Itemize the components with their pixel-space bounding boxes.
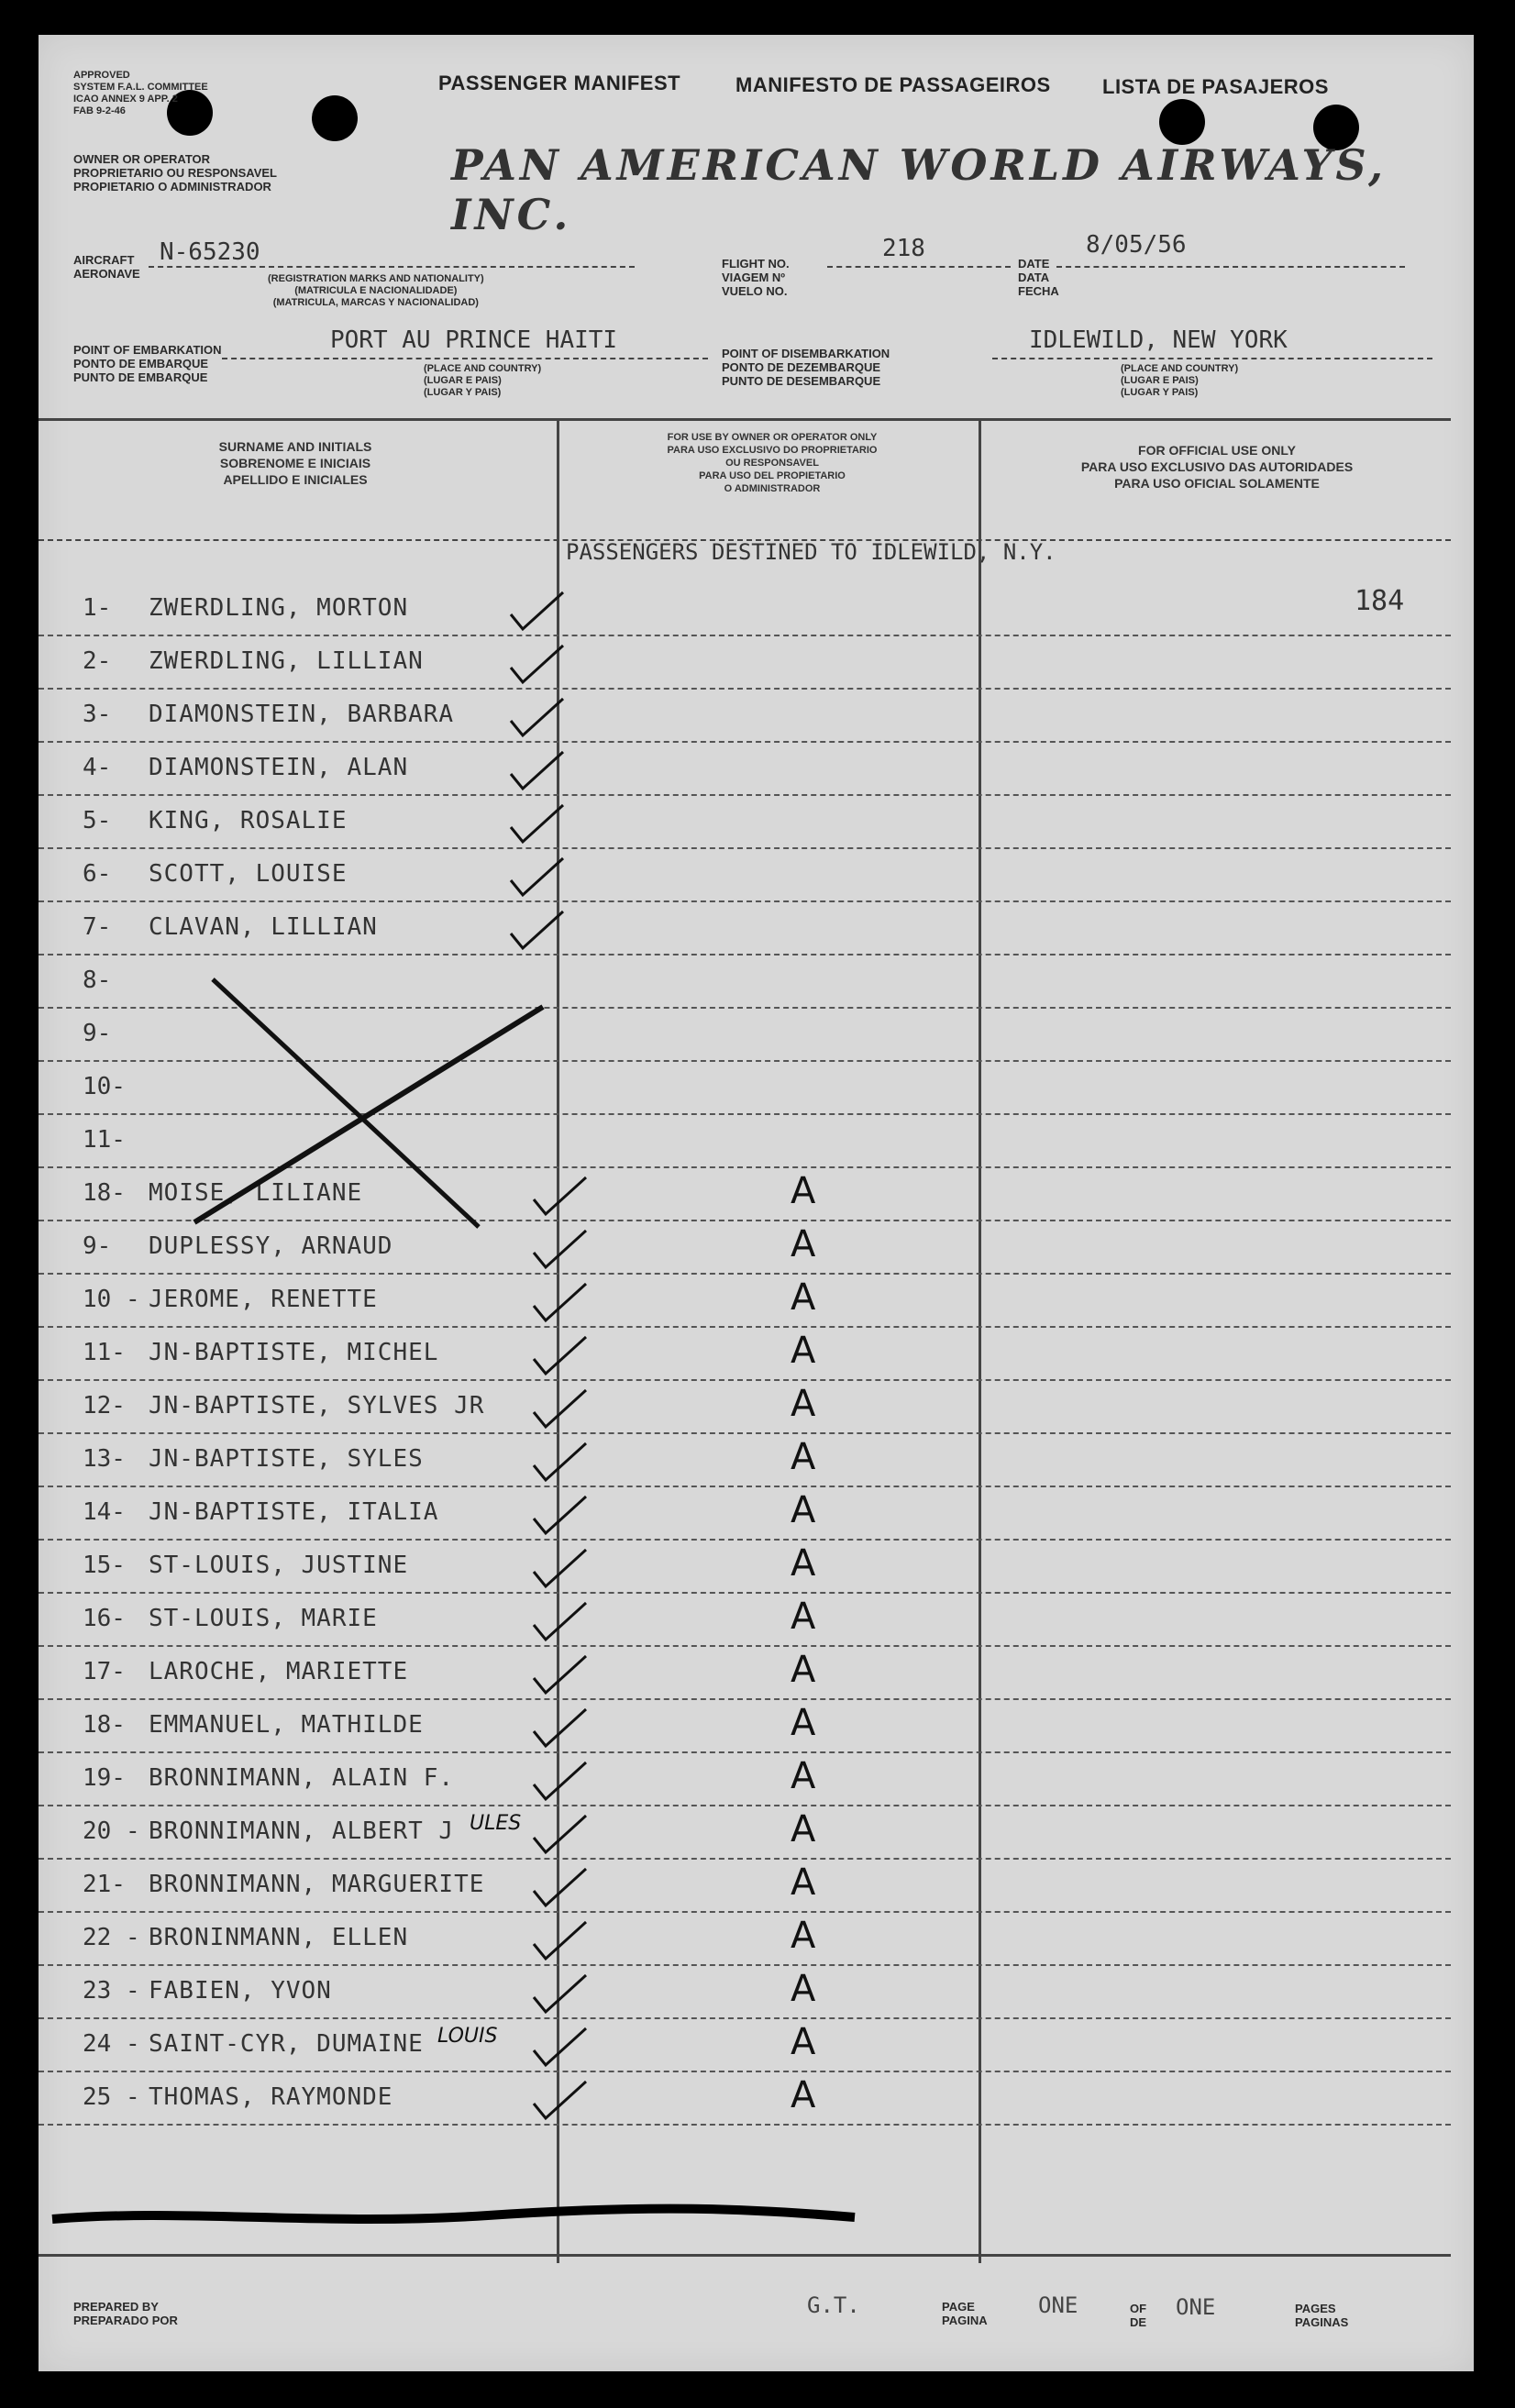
cross-out-mark	[176, 961, 561, 1236]
embark-place-label: (PLACE AND COUNTRY) (LUGAR E PAIS) (LUGAR Y PAIS)	[424, 363, 542, 398]
row-number: 10 -	[83, 1286, 140, 1313]
title-portuguese: MANIFESTO DE PASSAGEIROS	[735, 73, 1051, 96]
table-top-rule	[39, 418, 1451, 421]
passenger-name: JN-BAPTISTE, ITALIA	[149, 1498, 439, 1526]
disembarkation-label: POINT OF DISEMBARKATION PONTO DE DEZEMBARQUE PUNTO DE DESEMBARQUE	[722, 347, 890, 388]
passenger-name: FABIEN, YVON	[149, 1977, 332, 2005]
row-rule	[39, 2124, 1451, 2126]
row-number: 15-	[83, 1552, 126, 1579]
row-number: 17-	[83, 1658, 126, 1685]
date-value: 8/05/56	[1086, 231, 1187, 259]
row-rule	[39, 1592, 1451, 1594]
table-row	[39, 904, 1451, 955]
row-number: 22 -	[83, 1924, 140, 1951]
official-mark: A	[791, 1702, 816, 1744]
manifest-document	[39, 35, 1474, 2371]
page-value: ONE	[1038, 2292, 1078, 2318]
official-mark: A	[791, 2074, 816, 2116]
flight-underline	[827, 266, 1011, 268]
row-rule	[39, 900, 1451, 902]
checkmark-icon	[529, 1386, 593, 1432]
table-row	[39, 1489, 1451, 1541]
checkmark-icon	[506, 589, 570, 635]
table-row	[39, 1755, 1451, 1806]
table-row	[39, 1276, 1451, 1328]
row-rule	[39, 1379, 1451, 1381]
checkmark-icon	[529, 1333, 593, 1379]
disembark-place-label: (PLACE AND COUNTRY) (LUGAR E PAIS) (LUGAR Y PAIS)	[1121, 363, 1239, 398]
row-number: 18-	[83, 1711, 126, 1739]
row-number: 9-	[83, 1232, 112, 1260]
passenger-name: ZWERDLING, LILLIAN	[149, 647, 424, 675]
row-rule	[39, 847, 1451, 849]
passenger-name: BRONNIMANN, MARGUERITE	[149, 1871, 485, 1898]
checkmark-icon	[529, 1918, 593, 1964]
table-row	[39, 1596, 1451, 1647]
row-number: 11-	[83, 1339, 126, 1366]
embarkation-underline	[222, 358, 708, 359]
title-english: PASSENGER MANIFEST	[438, 72, 681, 94]
table-row	[39, 1436, 1451, 1487]
approval-stamp: APPROVED SYSTEM F.A.L. COMMITTEE ICAO ANNEX 9 APP. 2 FAB 9-2-46	[73, 70, 208, 116]
row-number: 3-	[83, 701, 112, 728]
disembarkation-value: IDLEWILD, NEW YORK	[1029, 326, 1288, 354]
punch-hole	[1159, 99, 1205, 145]
owner-label: OWNER OR OPERATOR PROPRIETARIO OU RESPONSAVEL PROPIETARIO O ADMINISTRADOR	[73, 152, 277, 193]
footer-top-rule	[39, 2254, 1451, 2257]
row-rule	[39, 1273, 1451, 1275]
checkmark-icon	[506, 801, 570, 847]
aircraft-value: N-65230	[160, 238, 260, 266]
row-number: 14-	[83, 1498, 126, 1526]
end-of-list-scribble	[48, 2199, 873, 2236]
row-rule	[39, 1805, 1451, 1806]
row-rule	[39, 1432, 1451, 1434]
aircraft-underline	[149, 266, 635, 268]
row-rule	[39, 1964, 1451, 1966]
row-rule	[39, 1698, 1451, 1700]
passenger-name: MOISE, LILIANE	[149, 1179, 363, 1207]
official-mark: A	[791, 1915, 816, 1957]
official-mark: A	[791, 1968, 816, 2010]
airline-name: PAN AMERICAN WORLD AIRWAYS, INC.	[451, 140, 1387, 239]
row-rule	[39, 688, 1451, 690]
table-row	[39, 691, 1451, 743]
official-mark: A	[791, 1542, 816, 1585]
passenger-name: JN-BAPTISTE, SYLES	[149, 1445, 424, 1473]
passenger-name: KING, ROSALIE	[149, 807, 348, 834]
passenger-name: ZWERDLING, MORTON	[149, 594, 409, 622]
table-row	[39, 1808, 1451, 1860]
embarkation-label: POINT OF EMBARKATION PONTO DE EMBARQUE PUNTO DE EMBARQUE	[73, 343, 222, 384]
pages-label: PAGES PAGINAS	[1295, 2302, 1349, 2329]
passenger-name: JEROME, RENETTE	[149, 1286, 378, 1313]
table-row	[39, 1861, 1451, 1913]
checkmark-icon	[529, 1706, 593, 1751]
row-number: 6-	[83, 860, 112, 888]
registration-label: (REGISTRATION MARKS AND NATIONALITY) (MATRICULA E NACIONALIDADE) (MATRICULA, MARCAS Y NACIONALIDAD)	[268, 273, 484, 308]
row-rule	[39, 954, 1451, 955]
official-mark: A	[791, 1649, 816, 1691]
page-label: PAGE PAGINA	[942, 2300, 988, 2327]
embarkation-value: PORT AU PRINCE HAITI	[330, 326, 618, 354]
table-row	[39, 2074, 1451, 2126]
checkmark-icon	[529, 1493, 593, 1539]
row-rule	[39, 1539, 1451, 1541]
row-rule	[39, 1911, 1451, 1913]
official-mark: A	[791, 1861, 816, 1904]
of-label: OF DE	[1130, 2302, 1147, 2329]
handwritten-annotation: LOUIS	[437, 2025, 498, 2048]
checkmark-icon	[506, 642, 570, 688]
passenger-name: DUPLESSY, ARNAUD	[149, 1232, 393, 1260]
checkmark-icon	[529, 2078, 593, 2124]
checkmark-icon	[506, 908, 570, 954]
official-count: 184	[1355, 585, 1405, 617]
passenger-name: EMMANUEL, MATHILDE	[149, 1711, 424, 1739]
table-row	[39, 745, 1451, 796]
table-row	[39, 638, 1451, 690]
checkmark-icon	[529, 1440, 593, 1486]
row-number: 12-	[83, 1392, 126, 1419]
checkmark-icon	[529, 1972, 593, 2017]
row-number: 10-	[83, 1073, 126, 1100]
title-spanish: LISTA DE PASAJEROS	[1102, 75, 1329, 98]
official-mark: A	[791, 1276, 816, 1319]
checkmark-icon	[529, 2025, 593, 2071]
official-mark: A	[791, 1436, 816, 1478]
row-number: 25 -	[83, 2083, 140, 2111]
official-mark: A	[791, 1330, 816, 1372]
passenger-name: SCOTT, LOUISE	[149, 860, 348, 888]
passenger-name: BRONNIMANN, ALAIN F.	[149, 1764, 455, 1792]
column-header-surname: SURNAME AND INITIALS SOBRENOME E INICIAIS APELLIDO E INICIALES	[218, 439, 372, 487]
row-number: 11-	[83, 1126, 126, 1154]
passenger-name: CLAVAN, LILLIAN	[149, 913, 378, 941]
passenger-name: DIAMONSTEIN, ALAN	[149, 754, 409, 781]
column-header-owner-use: FOR USE BY OWNER OR OPERATOR ONLY PARA USO EXCLUSIVO DO PROPRIETARIO OU RESPONSAVEL PARA USO DEL PROPIETARIO O ADMINISTRADOR	[667, 432, 878, 494]
checkmark-icon	[506, 695, 570, 741]
row-number: 23 -	[83, 1977, 140, 2005]
passenger-name: DIAMONSTEIN, BARBARA	[149, 701, 455, 728]
official-mark: A	[791, 1223, 816, 1265]
passenger-name: LAROCHE, MARIETTE	[149, 1658, 409, 1685]
row-number: 20 -	[83, 1817, 140, 1845]
row-number: 24 -	[83, 2030, 140, 2058]
checkmark-icon	[529, 1280, 593, 1326]
table-row	[39, 1702, 1451, 1753]
row-number: 4-	[83, 754, 112, 781]
row-number: 5-	[83, 807, 112, 834]
table-row	[39, 1383, 1451, 1434]
table-row	[39, 1649, 1451, 1700]
destination-note: PASSENGERS DESTINED TO IDLEWILD, N.Y.	[566, 539, 1056, 565]
official-mark: A	[791, 1383, 816, 1425]
passenger-name: JN-BAPTISTE, SYLVES JR	[149, 1392, 485, 1419]
table-row	[39, 1915, 1451, 1966]
passenger-name: SAINT-CYR, DUMAINE	[149, 2030, 424, 2058]
passenger-name: JN-BAPTISTE, MICHEL	[149, 1339, 439, 1366]
table-row	[39, 2021, 1451, 2072]
row-number: 21-	[83, 1871, 126, 1898]
row-number: 2-	[83, 647, 112, 675]
row-number: 13-	[83, 1445, 126, 1473]
checkmark-icon	[529, 1599, 593, 1645]
official-mark: A	[791, 1755, 816, 1797]
column-header-official-use: FOR OFFICIAL USE ONLY PARA USO EXCLUSIVO DAS AUTORIDADES PARA USO OFICIAL SOLAMENTE	[1080, 443, 1354, 491]
row-rule	[39, 635, 1451, 636]
row-number: 7-	[83, 913, 112, 941]
official-mark: A	[791, 1170, 816, 1212]
row-number: 1-	[83, 594, 112, 622]
table-row	[39, 1330, 1451, 1381]
row-rule	[39, 794, 1451, 796]
checkmark-icon	[529, 1812, 593, 1858]
prepared-by-label: PREPARED BY PREPARADO POR	[73, 2300, 178, 2327]
checkmark-icon	[529, 1865, 593, 1911]
date-underline	[1056, 266, 1405, 268]
checkmark-icon	[506, 748, 570, 794]
passenger-name: BRONNIMANN, ALBERT J	[149, 1817, 455, 1845]
passenger-name: THOMAS, RAYMONDE	[149, 2083, 393, 2111]
row-rule	[39, 1645, 1451, 1647]
row-number: 9-	[83, 1020, 112, 1047]
row-rule	[39, 1858, 1451, 1860]
handwritten-annotation: ULES	[470, 1812, 522, 1835]
row-rule	[39, 1751, 1451, 1753]
row-rule	[39, 1486, 1451, 1487]
table-row	[39, 851, 1451, 902]
checkmark-icon	[529, 1546, 593, 1592]
disembarkation-underline	[992, 358, 1432, 359]
prepared-by-value: G.T.	[807, 2292, 860, 2318]
table-row	[39, 585, 1451, 636]
checkmark-icon	[529, 1759, 593, 1805]
row-number: 8-	[83, 967, 112, 994]
checkmark-icon	[506, 855, 570, 900]
checkmark-icon	[529, 1652, 593, 1698]
official-mark: A	[791, 2021, 816, 2063]
official-mark: A	[791, 1808, 816, 1850]
row-rule	[39, 2071, 1451, 2072]
row-rule	[39, 2017, 1451, 2019]
table-row	[39, 1542, 1451, 1594]
of-value: ONE	[1176, 2294, 1216, 2320]
row-rule	[39, 1326, 1451, 1328]
row-rule	[39, 741, 1451, 743]
official-mark: A	[791, 1596, 816, 1638]
official-mark: A	[791, 1489, 816, 1531]
date-label: DATE DATA FECHA	[1018, 257, 1059, 298]
flight-value: 218	[882, 235, 925, 262]
flight-label: FLIGHT NO. VIAGEM Nº VUELO NO.	[722, 257, 790, 298]
row-number: 18-	[83, 1179, 126, 1207]
row-number: 19-	[83, 1764, 126, 1792]
passenger-name: ST-LOUIS, JUSTINE	[149, 1552, 409, 1579]
punch-hole	[312, 95, 358, 141]
passenger-name: BRONINMANN, ELLEN	[149, 1924, 409, 1951]
table-row	[39, 798, 1451, 849]
table-row	[39, 1968, 1451, 2019]
passenger-name: ST-LOUIS, MARIE	[149, 1605, 378, 1632]
row-number: 16-	[83, 1605, 126, 1632]
aircraft-label: AIRCRAFT AERONAVE	[73, 253, 140, 281]
